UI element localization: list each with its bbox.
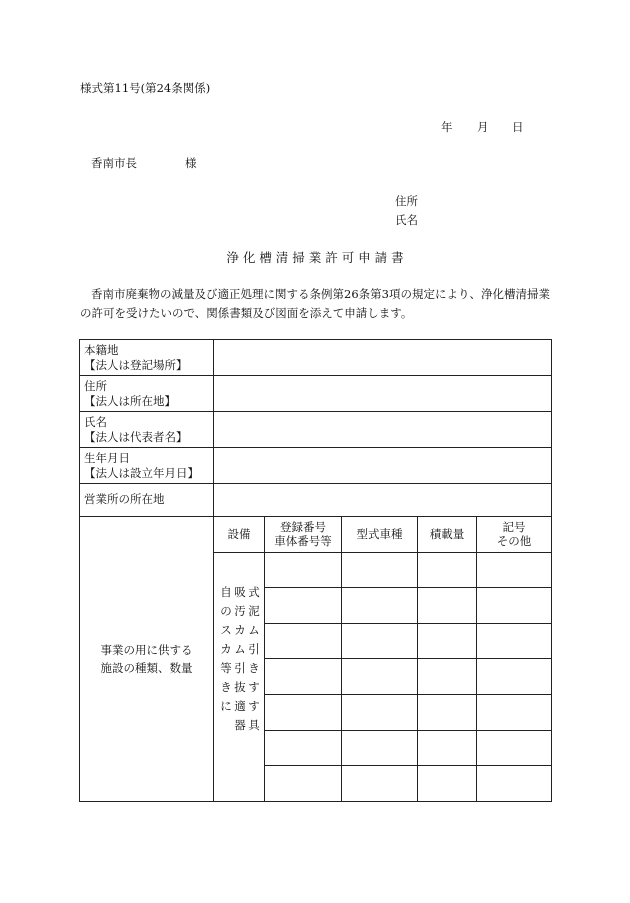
equipment-header: 設備	[227, 527, 251, 541]
applicant-name-label: 氏名	[395, 213, 418, 227]
addressee: 香南市長	[91, 156, 137, 170]
application-statement: 香南市廃棄物の減量及び適正処理に関する条例第26条第3項の規定により、浄化槽清掃業の許可を受けたいので、関係書類及び図面を添えて申請します。	[80, 287, 550, 320]
column-header-registration-number: 登録番号 車体番号等	[274, 520, 332, 548]
row-label-name: 氏名 【法人は代表者名】	[84, 415, 188, 444]
document-title: 浄 化 槽 清 掃 業 許 可 申 請 書	[226, 250, 404, 265]
column-header-model: 型式車種	[356, 527, 403, 541]
row-label-address: 住所 【法人は所在地】	[84, 379, 176, 408]
office-location-field[interactable]	[214, 484, 551, 516]
honorific: 様	[185, 156, 197, 170]
form-number: 様式第11号(第24条関係)	[80, 81, 211, 95]
date-year-label: 年	[441, 120, 453, 134]
applicant-address-label: 住所	[395, 194, 418, 208]
column-header-capacity: 積載量	[429, 527, 465, 541]
row-label-domicile: 本籍地 【法人は登記場所】	[84, 343, 188, 372]
domicile-field[interactable]	[214, 340, 551, 375]
row-label-birthdate: 生年月日 【法人は設立年月日】	[84, 451, 199, 480]
date-day-label: 日	[512, 120, 524, 134]
facility-type-quantity-label: 事業の用に供する 施設の種類、数量	[100, 643, 193, 675]
name-field[interactable]	[214, 412, 551, 447]
address-field[interactable]	[214, 376, 551, 411]
row-label-office-location: 営業所の所在地	[84, 492, 165, 506]
birthdate-field[interactable]	[214, 448, 551, 483]
date-month-label: 月	[477, 120, 489, 134]
column-header-remarks: 記号 その他	[496, 520, 532, 548]
